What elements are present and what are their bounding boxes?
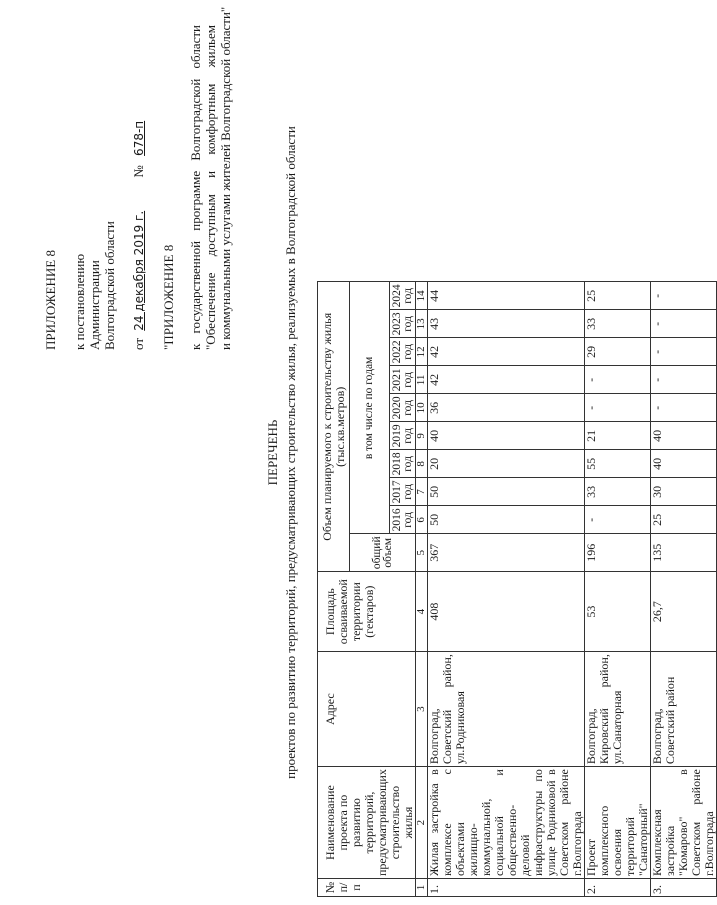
header-total: общий объем [350, 534, 416, 572]
header-name: Наименование проекта по развитию территорий, предусматривающих строительство жилья [318, 767, 416, 879]
decree-date: 24 декабря 2019 г. [132, 210, 146, 331]
document-title: ПЕРЕЧЕНЬ [265, 419, 280, 486]
column-number: 5 [416, 534, 428, 572]
row-project-name: Комплексная застройка "Комарово" в Советском районе г.Волгограда [651, 767, 717, 879]
row-year-value: 43 [428, 310, 585, 338]
row-area: 408 [428, 572, 585, 652]
column-number: 4 [416, 572, 428, 652]
header-area: Площадь осваиваемой территории (гектаров) [318, 572, 416, 652]
row-year-value: 20 [428, 450, 585, 478]
header-year: 2019 год [390, 422, 416, 450]
table-row [428, 282, 585, 897]
header-row-1 [318, 282, 350, 897]
row-year-value: 44 [428, 282, 585, 310]
row-year-value: 25 [651, 506, 717, 534]
row-total: 196 [585, 534, 651, 572]
header-by-years: в том числе по годам [350, 282, 390, 534]
row-num: 1. [428, 879, 585, 897]
column-number: 2 [416, 767, 428, 879]
row-area: 26,7 [651, 572, 717, 652]
column-number: 13 [416, 310, 428, 338]
header-volume-group: Объем планируемого к строительству жилья (тыс.кв.метров) [318, 282, 350, 572]
header-year: 2021 год [390, 366, 416, 394]
table-row [585, 282, 651, 897]
column-number: 9 [416, 422, 428, 450]
table-row [651, 282, 717, 897]
header-year: 2018 год [390, 450, 416, 478]
row-year-value: - [651, 338, 717, 366]
header-year: 2017 год [390, 478, 416, 506]
row-year-value: - [585, 506, 651, 534]
appendix-label: ПРИЛОЖЕНИЕ 8 [43, 250, 58, 350]
row-project-name: Проект комплексного освоения территорий "Санаторный" [585, 767, 651, 879]
decree-number: 678-п [132, 120, 146, 156]
header-num: № п/п [318, 879, 416, 897]
row-year-value: 40 [651, 422, 717, 450]
document-subtitle: проектов по развитию территорий, предусматривающих строительство жилья, реализуемых в Волгоградской области [283, 126, 298, 779]
administration-line: Администрации [87, 260, 102, 350]
header-year: 2016 год [390, 506, 416, 534]
row-year-value: 55 [585, 450, 651, 478]
row-year-value: 29 [585, 338, 651, 366]
row-num: 3. [651, 879, 717, 897]
row-year-value: 21 [585, 422, 651, 450]
number-prefix: № [131, 165, 146, 178]
row-address: Волгоград, Кировский район, ул.Санаторная [585, 652, 651, 767]
row-year-value: 50 [428, 478, 585, 506]
row-year-value: 33 [585, 310, 651, 338]
to-decree-line: к постановлению [72, 253, 87, 350]
column-number: 14 [416, 282, 428, 310]
header-year: 2022 год [390, 338, 416, 366]
row-year-value: - [585, 366, 651, 394]
row-year-value: - [651, 394, 717, 422]
row-year-value: 50 [428, 506, 585, 534]
program-line-2: "Обеспечение доступным и комфортным жильем [203, 25, 218, 350]
row-year-value: 40 [428, 422, 585, 450]
header-year: 2024 год [390, 282, 416, 310]
date-prefix: от [131, 337, 146, 350]
appendix-label-2: "ПРИЛОЖЕНИЕ 8 [161, 244, 176, 350]
header-year: 2023 год [390, 310, 416, 338]
row-area: 53 [585, 572, 651, 652]
row-year-value: 36 [428, 394, 585, 422]
row-year-value: 40 [651, 450, 717, 478]
row-total: 135 [651, 534, 717, 572]
appendix-header [43, 6, 233, 350]
column-number: 7 [416, 478, 428, 506]
column-number: 6 [416, 506, 428, 534]
column-number: 11 [416, 366, 428, 394]
row-year-value: 30 [651, 478, 717, 506]
row-address: Волгоград, Советский район [651, 652, 717, 767]
column-number: 10 [416, 394, 428, 422]
projects-table [317, 281, 717, 897]
column-numbers-row [416, 282, 428, 897]
header-year: 2020 год [390, 394, 416, 422]
program-line-3: и коммунальными услугами жителей Волгоградской области" [218, 6, 233, 350]
row-year-value: - [651, 310, 717, 338]
row-num: 2. [585, 879, 651, 897]
region-line: Волгоградской области [102, 221, 117, 350]
row-total: 367 [428, 534, 585, 572]
decree-date-line [131, 20, 147, 350]
row-project-name: Жилая застройка в комплексе с объектами жилищно-коммунальной, социальной и общественно-деловой инфраструктуры по улице Родниковой в Советском районе г.Волгограда [428, 767, 585, 879]
row-year-value: 33 [585, 478, 651, 506]
row-year-value: 42 [428, 366, 585, 394]
header-address: Адрес [318, 652, 416, 767]
row-year-value: 25 [585, 282, 651, 310]
column-number: 3 [416, 652, 428, 767]
column-number: 8 [416, 450, 428, 478]
column-number: 1 [416, 879, 428, 897]
row-year-value: 42 [428, 338, 585, 366]
row-year-value: - [651, 366, 717, 394]
column-number: 12 [416, 338, 428, 366]
row-year-value: - [651, 282, 717, 310]
program-line-1: к государственной программе Волгоградской области [188, 25, 203, 350]
row-year-value: - [585, 394, 651, 422]
row-address: Волгоград, Советский район, ул.Родниковая [428, 652, 585, 767]
